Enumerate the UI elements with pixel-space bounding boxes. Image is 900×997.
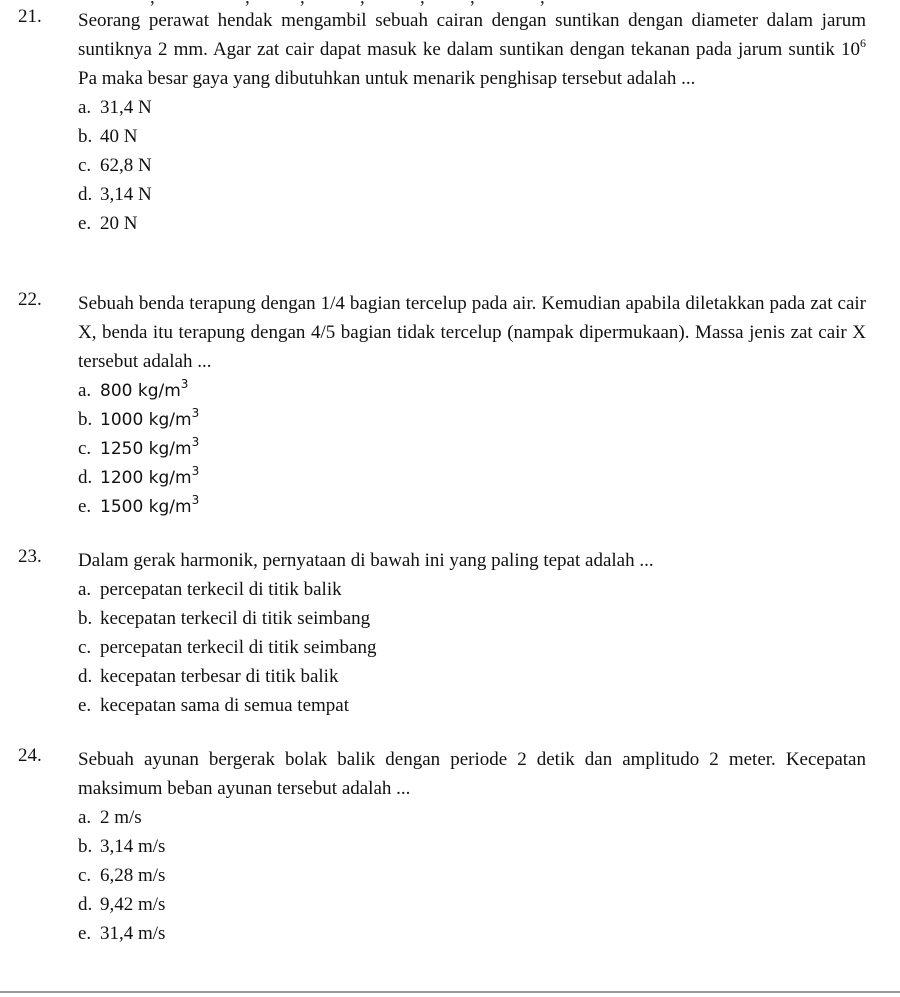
question-number: 22. <box>18 289 42 310</box>
option-e[interactable]: e. 20 N <box>78 213 138 234</box>
question-24 <box>18 745 866 948</box>
option-e[interactable]: e. 1500 $kg/m^3$ <box>78 493 200 517</box>
question-text: Dalam gerak harmonik, pernyataan di bawah ini yang paling tepat adalah ... <box>78 550 654 571</box>
option-a[interactable]: a. percepatan terkecil di titik balik <box>78 579 342 600</box>
option-d[interactable]: d. kecepatan terbesar di titik balik <box>78 666 339 687</box>
option-b[interactable]: b. 3,14 m/s <box>78 836 166 857</box>
question-number: 23. <box>18 546 42 567</box>
option-d[interactable]: d. 3,14 N <box>78 184 152 205</box>
answer-options <box>78 575 866 720</box>
option-b[interactable]: b. 1000 $kg/m^3$ <box>78 406 200 430</box>
answer-options <box>78 376 866 521</box>
question-text: Seorang perawat hendak mengambil sebuah cairan dengan suntikan dengan diameter dalam jarum suntiknya 2 mm. Agar zat cair dapat masuk ke dalam suntikan dengan tekanan pada jarum suntik $10^6$ Pa maka besar gaya yang dibutuhkan untuk menarik penghisap tersebut adalah ... <box>78 10 866 89</box>
question-number: 24. <box>18 745 42 766</box>
question-23 <box>18 546 866 720</box>
option-c[interactable]: c. 1250 $kg/m^3$ <box>78 435 200 459</box>
page-bottom-divider <box>0 991 900 993</box>
option-e[interactable]: e. kecepatan sama di semua tempat <box>78 695 350 716</box>
question-text: Sebuah benda terapung dengan 1/4 bagian tercelup pada air. Kemudian apabila diletakkan pada zat cair X, benda itu terapung dengan 4/5 bagian tidak tercelup (nampak dipermukaan). Massa jenis zat cair X tersebut adalah ... <box>78 293 866 372</box>
question-22 <box>18 289 866 521</box>
question-text: Sebuah ayunan bergerak bolak balik dengan periode 2 detik dan amplitudo 2 meter. Kecepatan maksimum beban ayunan tersebut adalah ... <box>78 749 866 799</box>
question-21 <box>18 6 866 238</box>
question-number: 21. <box>18 6 42 27</box>
option-a[interactable]: a. 2 m/s <box>78 807 142 828</box>
option-b[interactable]: b. kecepatan terkecil di titik seimbang <box>78 608 371 629</box>
answer-options <box>78 803 866 948</box>
option-a[interactable]: a. 800 $kg/m^3$ <box>78 377 189 401</box>
option-a[interactable]: a. 31,4 N <box>78 97 152 118</box>
cut-off-previous-line <box>0 0 900 4</box>
option-c[interactable]: c. 62,8 N <box>78 155 152 176</box>
answer-options <box>78 93 866 238</box>
option-e[interactable]: e. 31,4 m/s <box>78 923 166 944</box>
option-c[interactable]: c. percepatan terkecil di titik seimbang <box>78 637 377 658</box>
option-d[interactable]: d. 1200 $kg/m^3$ <box>78 464 200 488</box>
option-b[interactable]: b. 40 N <box>78 126 138 147</box>
option-d[interactable]: d. 9,42 m/s <box>78 894 166 915</box>
option-c[interactable]: c. 6,28 m/s <box>78 865 166 886</box>
